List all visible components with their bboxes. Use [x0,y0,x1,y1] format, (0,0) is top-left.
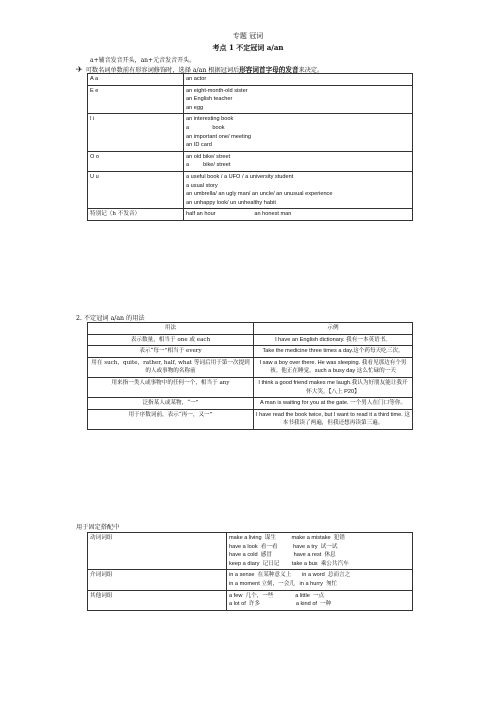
phrases-cell [227,570,413,590]
usage-cell: 表示“每一”相当于 every [88,346,254,358]
example-line: an important one/ meeting [186,133,251,140]
example-line: an interesting book [186,116,234,123]
fixed-row [88,590,413,610]
letter-cell: I i [88,114,184,151]
letters-row [88,151,413,171]
rule-text-before: 可数名词单数前有形容词修饰时，选择 a/an 根据冠词后 [85,67,240,74]
usage-cell: 泛指某人或某物，“一” [88,398,254,410]
example-line: a bike/ street [186,162,231,169]
category-cell: 介词词组 [88,570,227,590]
example-line: an English teacher [186,96,233,103]
section-3-heading: 用于固定搭配中 [76,524,120,531]
example-cell: A man is waiting for you at the gate. 一个男人在门口等你。 [254,398,413,410]
phrase-line: a lot of 许多 a kind of 一种 [229,601,332,608]
section-2-heading: 2. 不定冠词 a/an 的用法 [76,315,145,322]
usage-row [88,398,413,410]
usage-cell: 表示数量，相当于 one 或 each [88,334,254,346]
usage-header: 用法 [88,323,254,335]
phrases-cell [227,533,413,570]
letter-cell: A a [88,74,184,86]
example-line: a book [186,124,225,131]
letter-cell: E e [88,85,184,114]
usage-cell: 用来指一类人或事物中的任何一个，相当于 any [88,377,254,397]
example-line: an unhappy look/ un unhealthy habit [186,199,276,206]
usage-row [88,377,413,397]
category-cell: 动词词组 [88,533,227,570]
example-cell: I have an English dictionary. 我有一本英语书。 [254,334,413,346]
letter-cell: O o [88,151,184,171]
phrase-line: in a moment 立刻，一会儿 in a hurry 匆忙 [229,580,338,587]
fixed-row [88,570,413,590]
examples-cell [184,74,413,86]
examples-cell [184,151,413,171]
rule-emphasis: 形容词首字母的发音 [239,66,299,74]
example-line: half an hour an honest man [186,211,292,218]
usage-row [88,334,413,346]
example-header: 示例 [254,323,413,335]
intro-text: a+辅音发音开头，an+元音发音开头。 [90,57,196,64]
fixed-row [88,533,413,570]
examples-cell [184,171,413,208]
letters-row [88,114,413,151]
usage-row [88,409,413,429]
airplane-icon: ✈ [76,65,83,74]
example-cell: I saw a boy over there. He was sleeping. 我看见那边有个男孩。他正在睡觉。such a busy day 这么忙碌的一天 [254,357,413,377]
phrase-line: have a look 看一看 have a try 试一试 [229,543,338,550]
usage-cell: 用在 such，quite，rather, half, what 等词后用于第一次提到的人或事物的名称前 [88,357,254,377]
phrase-line: keep a diary 记日记 take a bus 乘公共汽车 [229,560,349,567]
letters-row [88,74,413,86]
examples-cell [184,85,413,114]
letter-cell: U u [88,171,184,208]
usage-table [87,322,413,430]
examples-cell [184,114,413,151]
phrase-line: in a sense 在某种意义上 in a word 总而言之 [229,572,351,579]
letters-table [87,73,413,221]
example-line: an egg [186,104,204,111]
fixed-phrases-table [87,532,413,611]
example-line: a useful book / a UFO / a university student [186,173,294,180]
example-cell: I have read the book twice, but I want to read it a third time. 这本书我读了两遍，但我还想再读第三遍。 [254,409,413,429]
example-line: an umbrella/ an ugly man/ an uncle/ an unusual experience [186,191,333,198]
example-line: an ID card [186,142,212,149]
example-cell: Take the medicine three times a day.这个药每天吃三次。 [254,346,413,358]
usage-row [88,357,413,377]
letters-row [88,85,413,114]
phrase-line: have a cold 感冒 have a rest 休息 [229,552,336,559]
letters-row [88,171,413,208]
category-cell: 其他词组 [88,590,227,610]
usage-cell: 用于序数词前，表示“再一，又一” [88,409,254,429]
letters-row [88,209,413,221]
letter-cell: 特别记（h 不发音） [88,209,184,221]
phrase-line: a few 几个，一些 a little 一点 [229,592,325,599]
example-line: an actor [186,76,207,82]
example-cell: I think a good friend makes me laugh.我认为好朋友能让我开怀大笑。【八上 P20】 [254,377,413,397]
example-line: an eight-month-old sister [186,87,248,94]
point-heading: 考点 1 不定冠词 a/an [212,43,284,52]
phrases-cell [227,590,413,610]
usage-row [88,346,413,358]
examples-cell [184,209,413,221]
example-line: a usual story [186,182,218,189]
example-line: an old bike/ street [186,153,231,160]
rule-text-after: 来决定。 [298,67,324,74]
phrase-line: make a living 谋生 make a mistake 犯错 [229,535,345,541]
page-title: 专题 冠词 [232,32,264,40]
